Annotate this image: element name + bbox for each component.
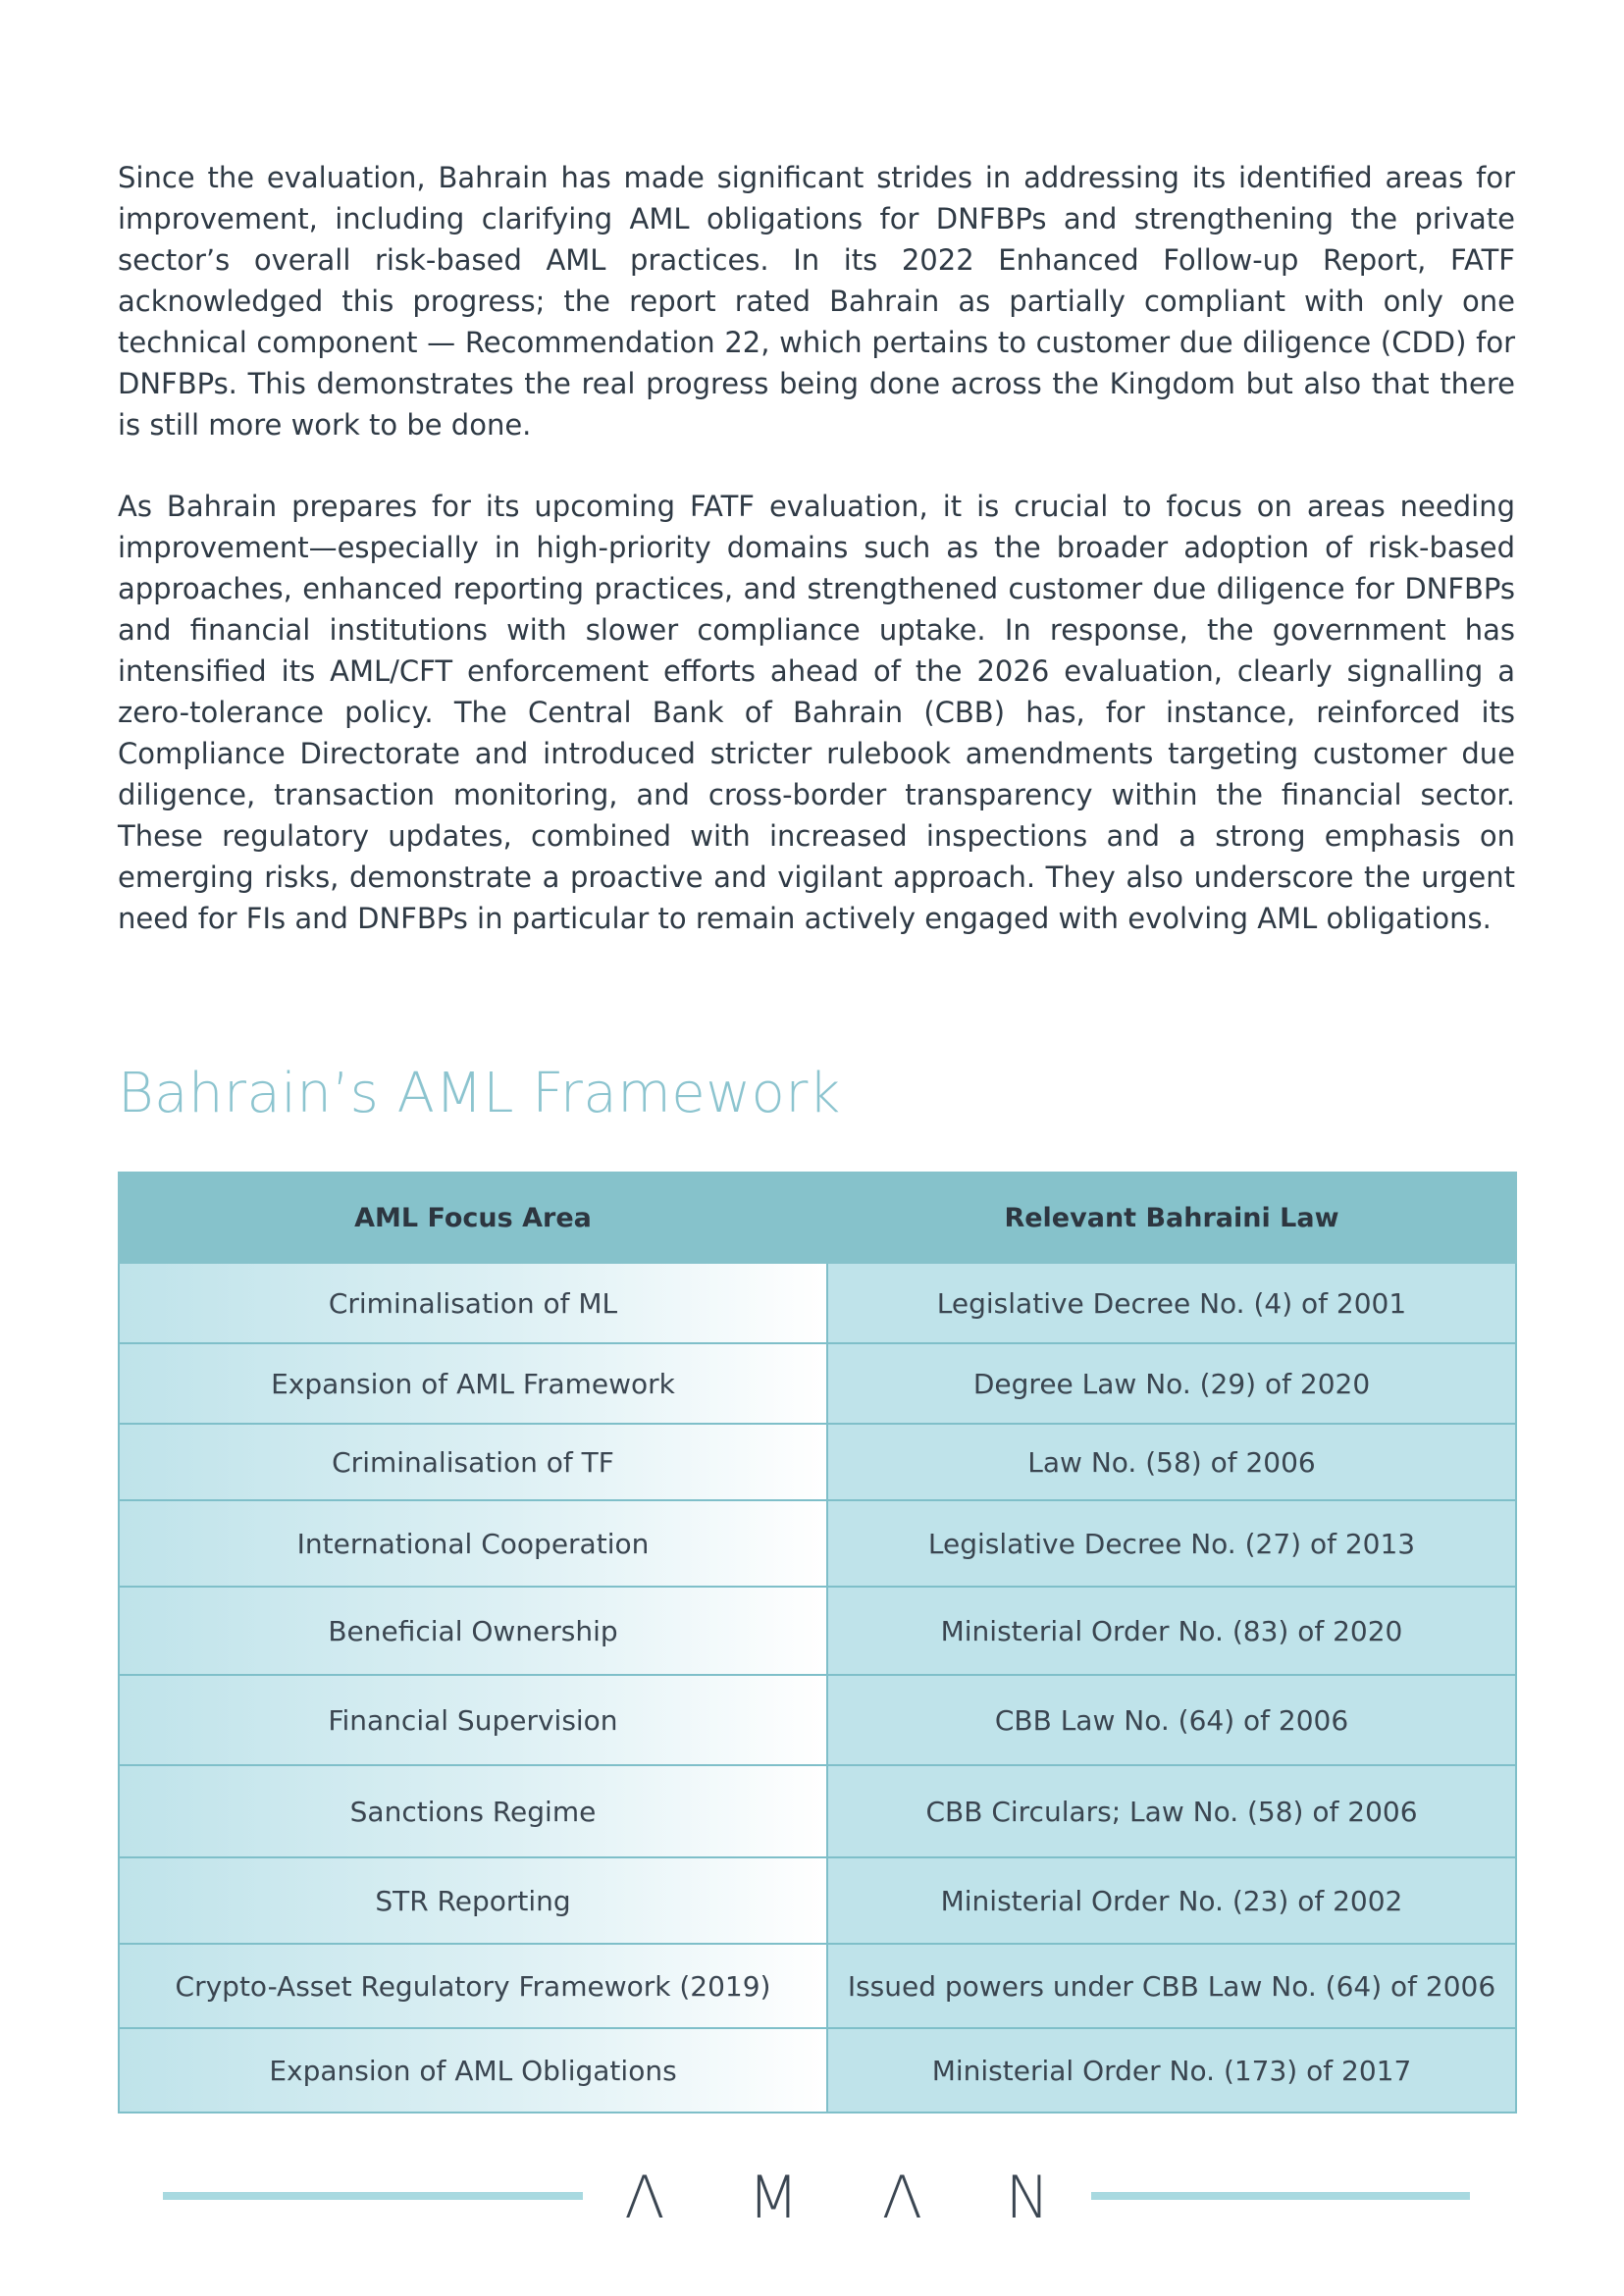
logo-letter: M xyxy=(748,2164,800,2232)
law-cell: Ministerial Order No. (23) of 2002 xyxy=(827,1857,1516,1944)
law-cell: CBB Circulars; Law No. (58) of 2006 xyxy=(827,1765,1516,1857)
aman-logo xyxy=(583,2159,1091,2237)
focus-area-cell: Criminalisation of ML xyxy=(119,1263,827,1343)
focus-area-cell: Expansion of AML Obligations xyxy=(119,2028,827,2113)
table-row xyxy=(119,1343,1516,1424)
law-cell: Legislative Decree No. (4) of 2001 xyxy=(827,1263,1516,1343)
table-row xyxy=(119,1587,1516,1675)
body-paragraph-2: As Bahrain prepares for its upcoming FATF evaluation, it is crucial to focus on areas needing improvement—especially in high-priority domains such as the broader adoption of risk-based approaches, enhanced reporting practices, and strengthened customer due diligence for DNFBPs and financial institutions with slower compliance uptake. In response, the government has intensified its AML/CFT enforcement efforts ahead of the 2026 evaluation, clearly signalling a zero-tolerance policy. The Central Bank of Bahrain (CBB) has, for instance, reinforced its Compliance Directorate and introduced stricter rulebook amendments targeting customer due diligence, transaction monitoring, and cross-border transparency within the financial sector. These regulatory updates, combined with increased inspections and a strong emphasis on emerging risks, demonstrate a proactive and vigilant approach. They also underscore the urgent need for FIs and DNFBPs in particular to remain actively engaged with evolving AML obligations. xyxy=(118,490,1515,935)
focus-area-cell: Beneficial Ownership xyxy=(119,1587,827,1675)
header-focus-area: AML Focus Area xyxy=(119,1173,827,1263)
focus-area-cell: Expansion of AML Framework xyxy=(119,1343,827,1424)
focus-area-cell: Crypto-Asset Regulatory Framework (2019) xyxy=(119,1944,827,2028)
law-cell: Legislative Decree No. (27) of 2013 xyxy=(827,1500,1516,1587)
law-cell: Ministerial Order No. (173) of 2017 xyxy=(827,2028,1516,2113)
table-row xyxy=(119,1424,1516,1500)
footer-divider-right xyxy=(1091,2192,1470,2200)
focus-area-cell: Financial Supervision xyxy=(119,1675,827,1765)
header-relevant-law: Relevant Bahraini Law xyxy=(827,1173,1516,1263)
table-row xyxy=(119,2028,1516,2113)
body-paragraph-1: Since the evaluation, Bahrain has made significant strides in addressing its identified areas for improvement, including clarifying AML obligations for DNFBPs and strengthening the private sector’s overall risk-based AML practices. In its 2022 Enhanced Follow-up Report, FATF acknowledged this progress; the report rated Bahrain as partially compliant with only one technical component — Recommendation 22, which pertains to customer due diligence (CDD) for DNFBPs. This demonstrates the real progress being done across the Kingdom but also that there is still more work to be done. xyxy=(118,161,1515,442)
table-row xyxy=(119,1944,1516,2028)
focus-area-cell: Criminalisation of TF xyxy=(119,1424,827,1500)
table-row xyxy=(119,1765,1516,1857)
table-row xyxy=(119,1857,1516,1944)
aml-framework-table xyxy=(118,1172,1517,2113)
law-cell: Law No. (58) of 2006 xyxy=(827,1424,1516,1500)
table-header-row xyxy=(119,1173,1516,1263)
law-cell: CBB Law No. (64) of 2006 xyxy=(827,1675,1516,1765)
table-row xyxy=(119,1500,1516,1587)
focus-area-cell: Sanctions Regime xyxy=(119,1765,827,1857)
focus-area-cell: STR Reporting xyxy=(119,1857,827,1944)
table-row xyxy=(119,1263,1516,1343)
law-cell: Issued powers under CBB Law No. (64) of 2006 xyxy=(827,1944,1516,2028)
logo-letter: N xyxy=(1005,2164,1050,2232)
law-cell: Ministerial Order No. (83) of 2020 xyxy=(827,1587,1516,1675)
table-row xyxy=(119,1675,1516,1765)
logo-letter: Λ xyxy=(624,2164,665,2232)
logo-letter: Λ xyxy=(881,2164,922,2232)
focus-area-cell: International Cooperation xyxy=(119,1500,827,1587)
footer-divider-left xyxy=(163,2192,583,2200)
section-heading: Bahrain’s AML Framework xyxy=(118,1062,841,1125)
law-cell: Degree Law No. (29) of 2020 xyxy=(827,1343,1516,1424)
